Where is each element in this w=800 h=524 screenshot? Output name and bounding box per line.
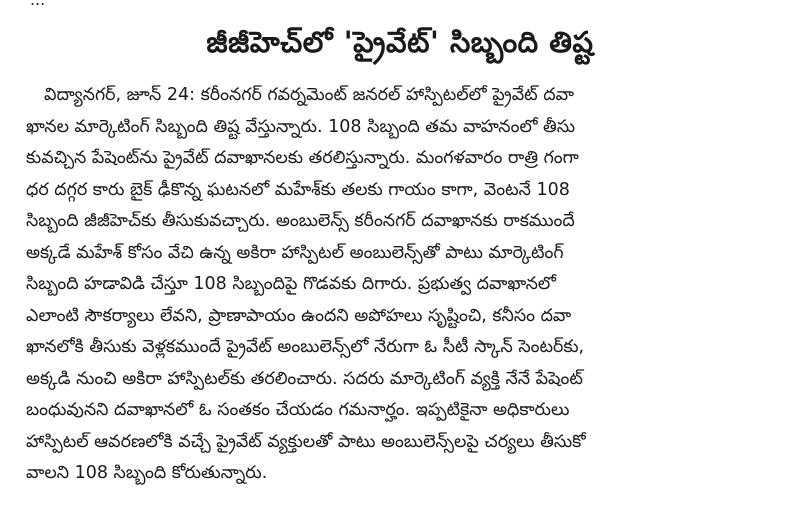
article-line: ఖానలోకి తీసుకు వెళ్లకముందే ప్రైవేట్ అంబులెన్స్‌లో నేరుగా ఓ సీటీ స్కాన్ సెంటర్‌కు, (26, 337, 585, 357)
article-line: హాస్పిటల్ ఆవరణలోకి వచ్చే ప్రైవేట్ వ్యక్తులతో పాటు అంబులెన్స్‌లపై చర్యలు తీసుకో (26, 431, 586, 452)
article-line: ధర దగ్గర కారు బైక్ ఢీకొన్న ఘటనలో మహేశ్‌కు తలకు గాయం కాగా, వెంటనే 108 (26, 179, 570, 200)
article-line: అక్కడే మహేశ్ కోసం వేచి ఉన్న అకిరా హాస్పిటల్ అంబులెన్స్‌తో పాటు మార్కెటింగ్ (26, 242, 564, 263)
article-line: సిబ్బంది హడావిడి చేస్తూ 108 సిబ్బందిపై గొడవకు దిగారు. ప్రభుత్వ దవాఖానలో (26, 274, 556, 294)
article-line: ఖానల మార్కెటింగ్ సిబ్బంది తిష్ట వేస్తున్నారు. 108 సిబ్బంది తమ వాహనంలో తీసు (26, 116, 576, 137)
article-body (26, 80, 780, 490)
article-line: కువచ్చిన పేషెంట్‌ను ప్రైవేట్ దవాఖానలకు తరలిస్తున్నారు. మంగళవారం రాత్రి గంగా (26, 148, 579, 168)
article-line: అక్కడి నుంచి అకిరా హాస్పిటల్‌కు తరలించారు. సదరు మార్కెటింగ్ వ్యక్తి నేనే పేషెంట్ (26, 368, 583, 389)
article-line: ఎలాంటి సౌకర్యాలు లేవని, ప్రాణాపాయం ఉందని అపోహలు సృష్టించి, కనీసం దవా (26, 305, 572, 326)
article-headline: జీజీహెచ్‌లో 'ప్రైవేట్' సిబ్బంది తిష్ట (206, 25, 594, 59)
article-line: బంధువునని దవాఖానలో ఓ సంతకం చేయడం గమనార్హం. ఇప్పటికైనా అధికారులు (26, 400, 570, 420)
article-line: వాలని 108 సిబ్బంది కోరుతున్నారు. (26, 463, 268, 483)
article-line: సిబ్బంది జీజీహెచ్‌కు తీసుకువచ్చారు. అంబులెన్స్ కరీంనగర్ దవాఖానకు రాకముందే (26, 211, 575, 231)
cut-off-previous-line (30, 0, 770, 10)
article-line: విద్యానగర్, జూన్ 24: కరీంనగర్ గవర్నమెంట్ జనరల్ హాస్పిటల్‌లో ప్రైవేట్ దవా (44, 85, 574, 105)
